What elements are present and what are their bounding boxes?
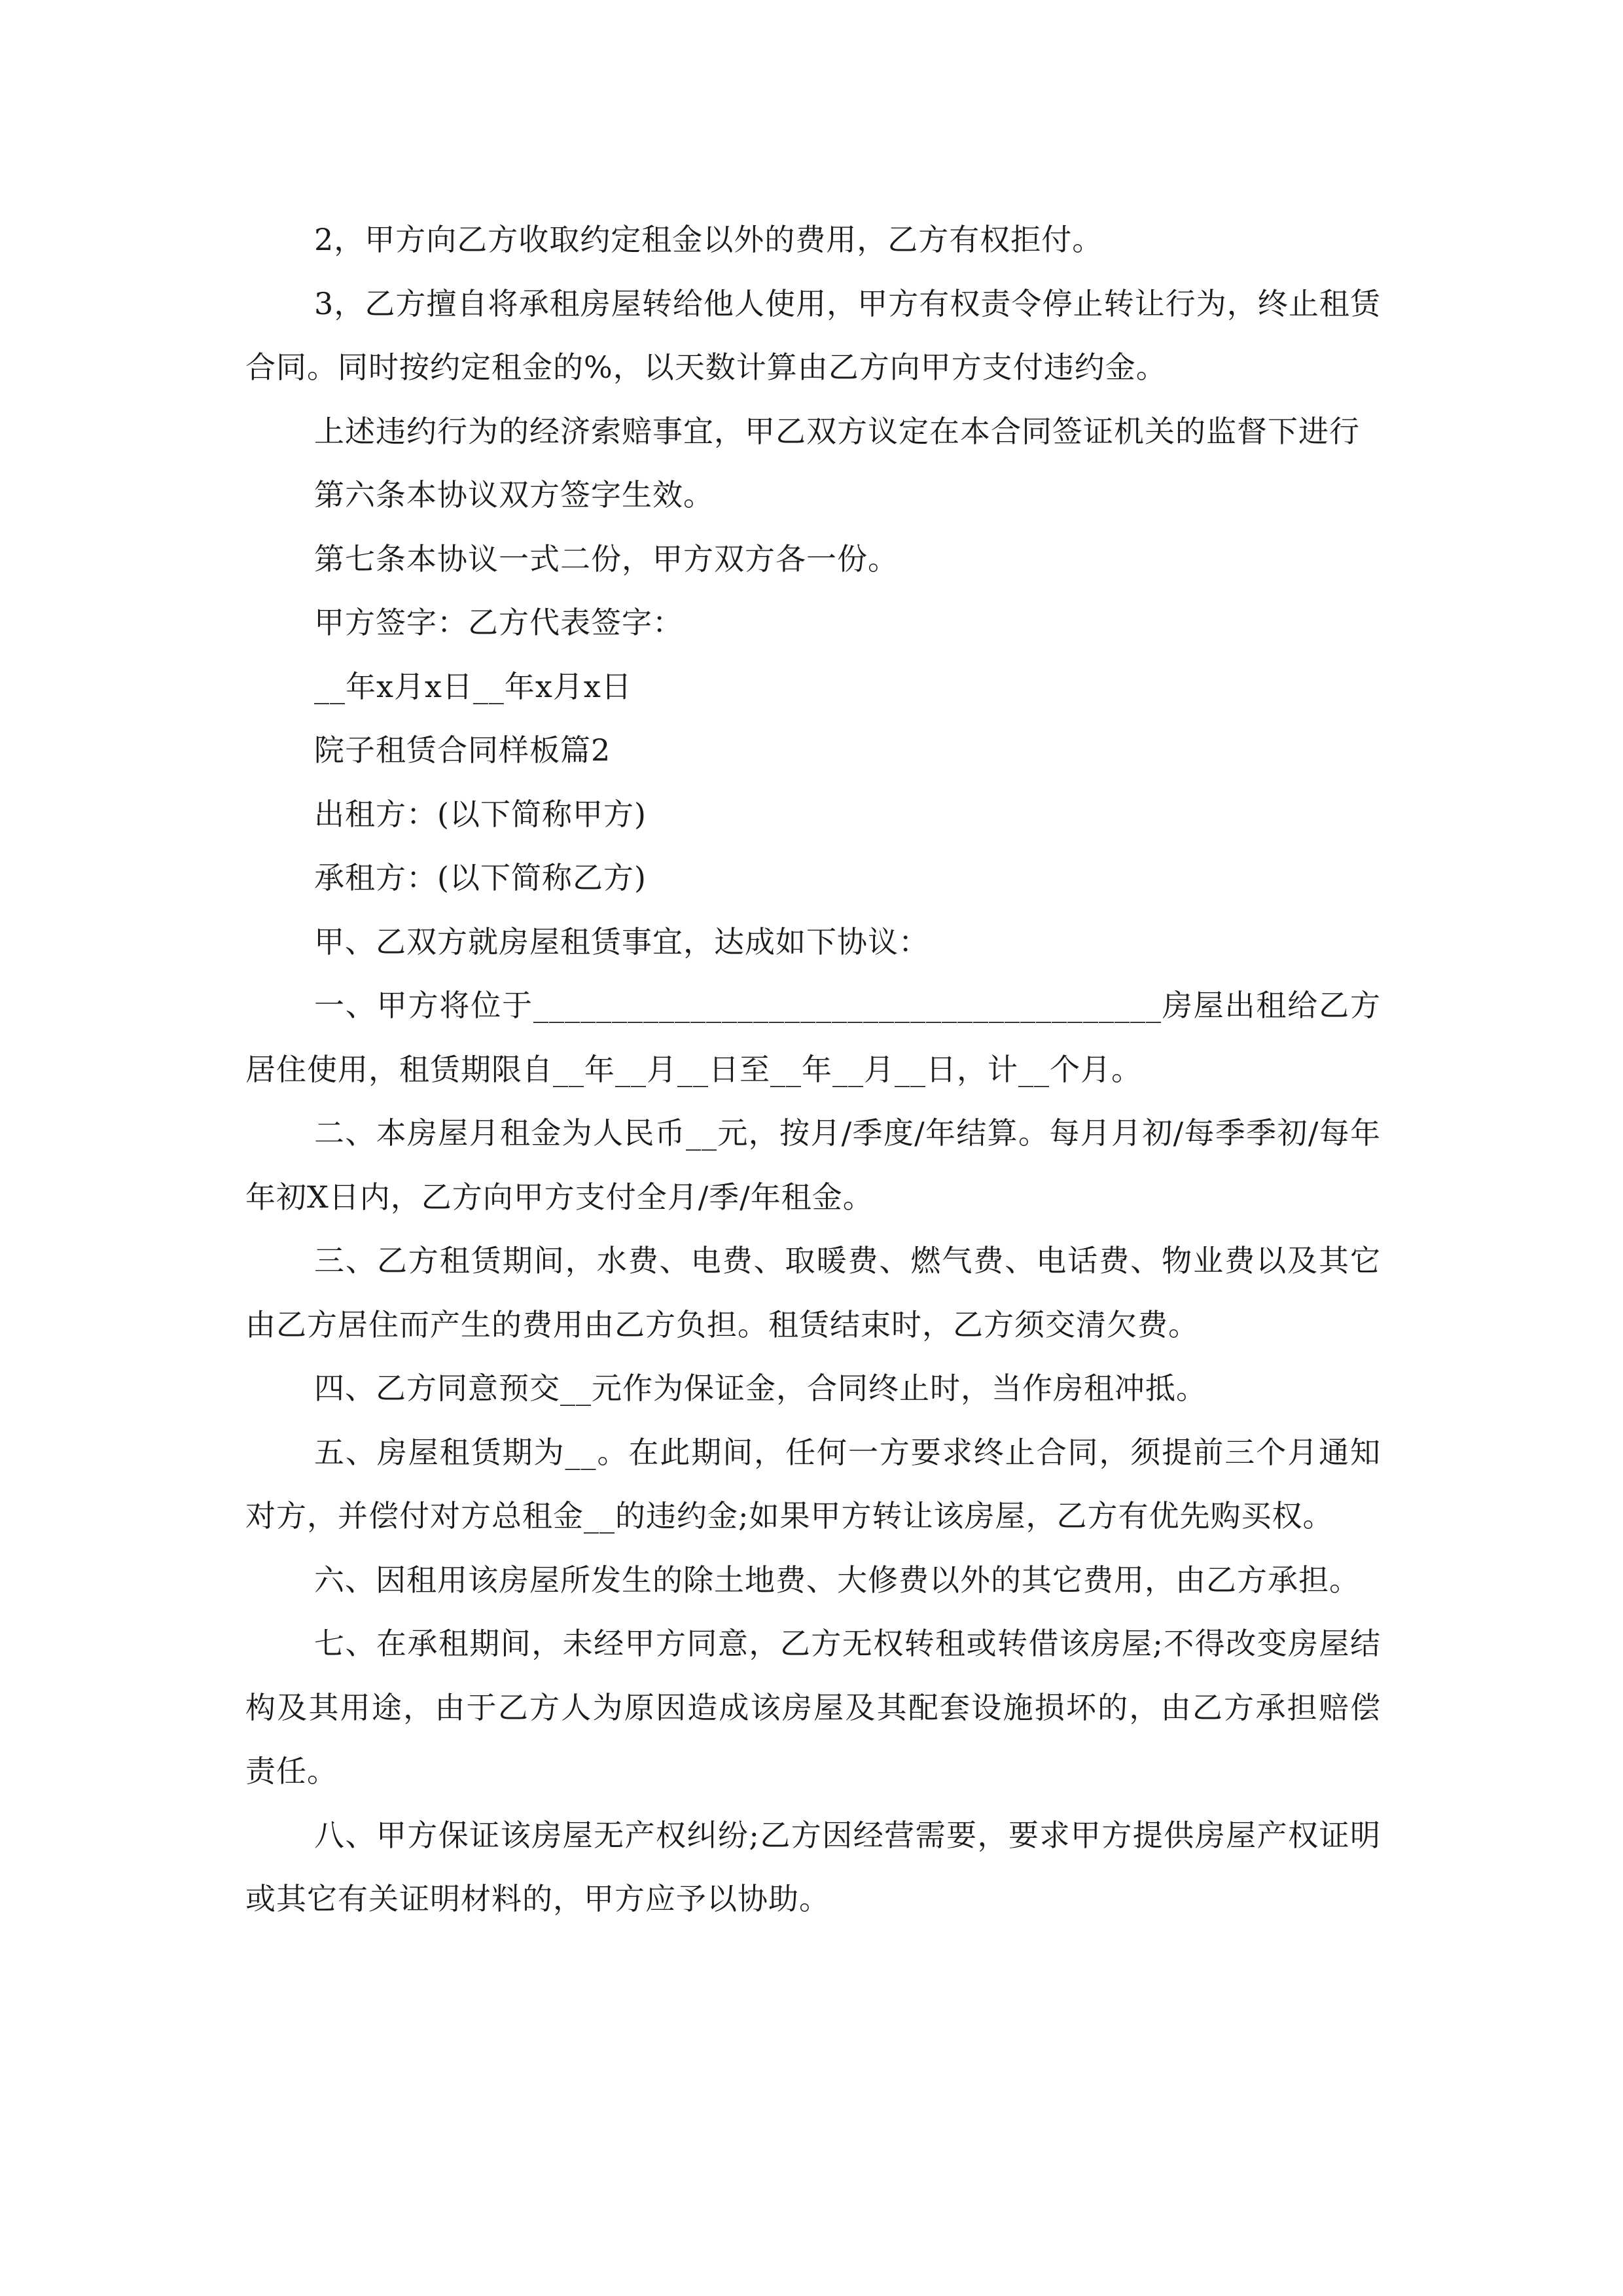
paragraph-clause-2: 2，甲方向乙方收取约定租金以外的费用，乙方有权拒付。 bbox=[314, 222, 1103, 257]
clause-2: 二、本房屋月租金为人民币__元，按月/季度/年结算。每月月初/每季季初/每年年初X日内，乙方向甲方支付全月/季/年租金。 bbox=[245, 1115, 1381, 1215]
clause-5: 五、房屋租赁期为__。在此期间，任何一方要求终止合同，须提前三个月通知对方，并偿付对方总租金__的违约金;如果甲方转让该房屋，乙方有优先购买权。 bbox=[245, 1434, 1381, 1534]
agreement-intro: 甲、乙双方就房屋租赁事宜，达成如下协议： bbox=[314, 924, 929, 960]
clause-8: 八、甲方保证该房屋无产权纠纷;乙方因经营需要，要求甲方提供房屋产权证明或其它有关证明材料的，甲方应予以协助。 bbox=[245, 1817, 1381, 1916]
document-body bbox=[245, 208, 1381, 1931]
signature-line: 甲方签字：乙方代表签字： bbox=[314, 605, 683, 640]
date-line: __年x月x日__年x月x日 bbox=[314, 668, 632, 704]
clause-3: 三、乙方租赁期间，水费、电费、取暖费、燃气费、电话费、物业费以及其它由乙方居住而产生的费用由乙方负担。租赁结束时，乙方须交清欠费。 bbox=[245, 1243, 1381, 1342]
section-title: 院子租赁合同样板篇2 bbox=[314, 732, 611, 768]
paragraph-clause-3: 3，乙方擅自将承租房屋转给他人使用，甲方有权责令停止转让行为，终止租赁合同。同时按约定租金的%，以天数计算由乙方向甲方支付违约金。 bbox=[245, 285, 1381, 385]
clause-6: 六、因租用该房屋所发生的除土地费、大修费以外的其它费用，由乙方承担。 bbox=[314, 1562, 1360, 1598]
clause-1: 一、甲方将位于________________________________________房屋出租给乙方居住使用，租赁期限自__年__月__日至__年__月__日，计__个月。 bbox=[245, 988, 1381, 1087]
lessor-line: 出租方：(以下简称甲方) bbox=[314, 796, 647, 832]
clause-4: 四、乙方同意预交__元作为保证金，合同终止时，当作房租冲抵。 bbox=[314, 1371, 1207, 1406]
paragraph-article-6: 第六条本协议双方签字生效。 bbox=[314, 477, 714, 512]
lessee-line: 承租方：(以下简称乙方) bbox=[314, 860, 647, 895]
clause-7: 七、在承租期间，未经甲方同意，乙方无权转租或转借该房屋;不得改变房屋结构及其用途，由于乙方人为原因造成该房屋及其配套设施损坏的，由乙方承担赔偿责任。 bbox=[245, 1626, 1381, 1789]
paragraph-article-7: 第七条本协议一式二份，甲方双方各一份。 bbox=[314, 541, 899, 577]
paragraph-breach-claims: 上述违约行为的经济索赔事宜，甲乙双方议定在本合同签证机关的监督下进行 bbox=[314, 413, 1360, 449]
